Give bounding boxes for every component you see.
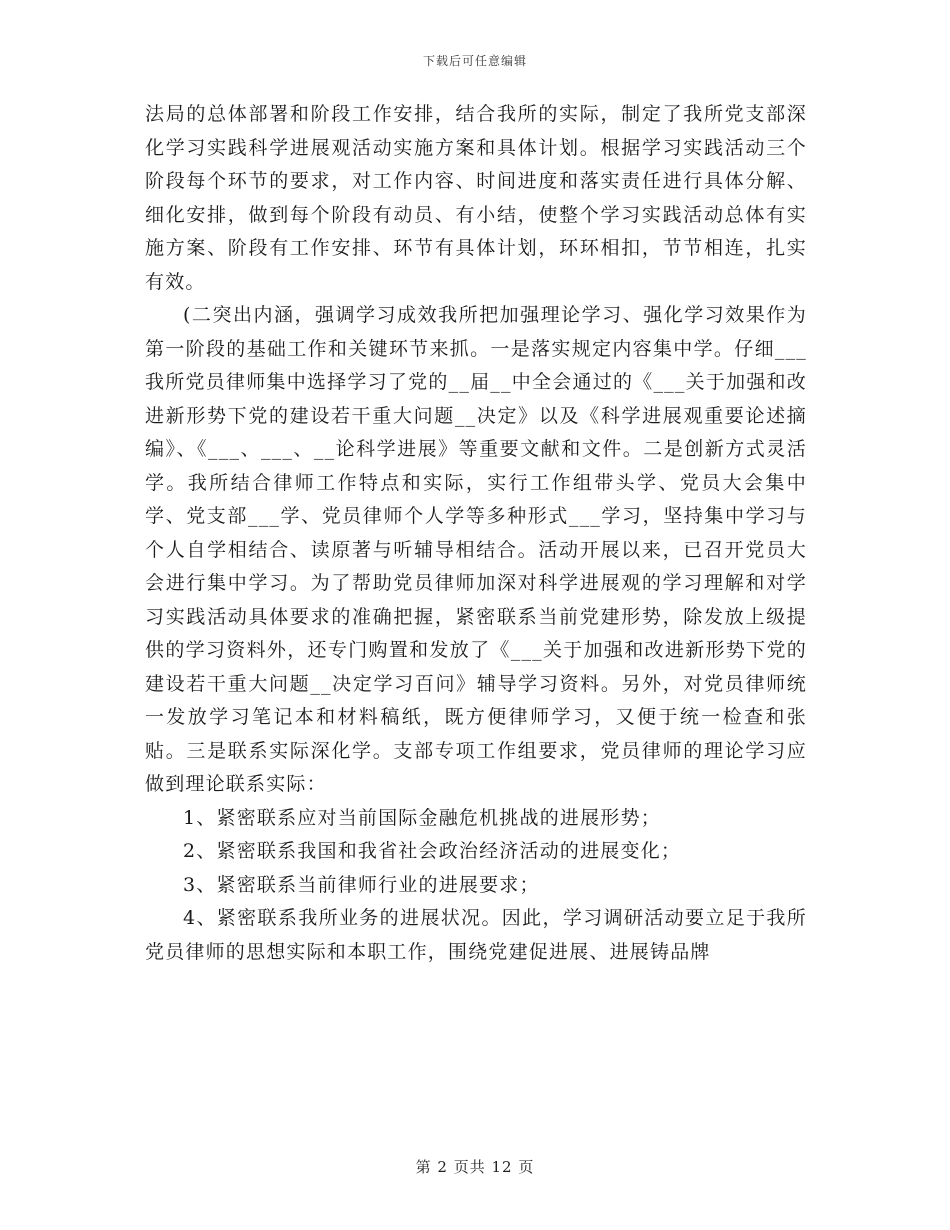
list-item-3: 3、紧密联系当前律师行业的进展要求； (183, 873, 540, 896)
paragraph-1: 法局的总体部署和阶段工作安排，结合我所的实际，制定了我所党支部深化学习实践科学进展观活动实施方案和具体计划。根据学习实践活动三个阶段每个环节的要求，对工作内容、时间进度和落实责任进行具体分解、细化安排，做到每个阶段有动员、有小结，使整个学习实践活动总体有实施方案、阶段有工作安排、环节有具体计划，环环相扣，节节相连，扎实有效。 (145, 103, 807, 293)
document-body (145, 98, 807, 969)
list-item-4: 4、紧密联系我所业务的进展状况。因此，学习调研活动要立足于我所党员律师的思想实际和本职工作，围绕党建促进展、进展铸品牌 (145, 907, 807, 963)
list-item-1: 1、紧密联系应对当前国际金融危机挑战的进展形势； (183, 806, 661, 829)
list-item-2: 2、紧密联系我国和我省社会政治经济活动的进展变化； (183, 840, 682, 862)
paragraph-2: (二突出内涵，强调学习成效我所把加强理论学习、强化学习效果作为第一阶段的基础工作和关键环节来抓。一是落实规定内容集中学。仔细___我所党员律师集中选择学习了党的__届__中全会通过的《___关于加强和改进新形势下党的建设若干重大问题__决定》以及《科学进展观重要论述摘编》、《___、___、__论科学进展》等重要文献和文件。二是创新方式灵活学。我所结合律师工作特点和实际，实行工作组带头学、党员大会集中学、党支部___学、党员律师个人学等多种形式___学习，坚持集中学习与个人自学相结合、读原著与听辅导相结合。活动开展以来，已召开党员大会进行集中学习。为了帮助党员律师加深对科学进展观的学习理解和对学习实践活动具体要求的准确把握，紧密联系当前党建形势，除发放上级提供的学习资料外，还专门购置和发放了《___关于加强和改进新形势下党的建设若干重大问题__决定学习百问》辅导学习资料。另外，对党员律师统一发放学习笔记本和材料稿纸，既方便律师学习，又便于统一检查和张贴。三是联系实际深化学。支部专项工作组要求，党员律师的理论学习应做到理论联系实际： (145, 304, 807, 795)
page-header: 下载后可任意编辑 (422, 54, 527, 68)
page-number: 第 2 页共 12 页 (415, 1158, 535, 1176)
